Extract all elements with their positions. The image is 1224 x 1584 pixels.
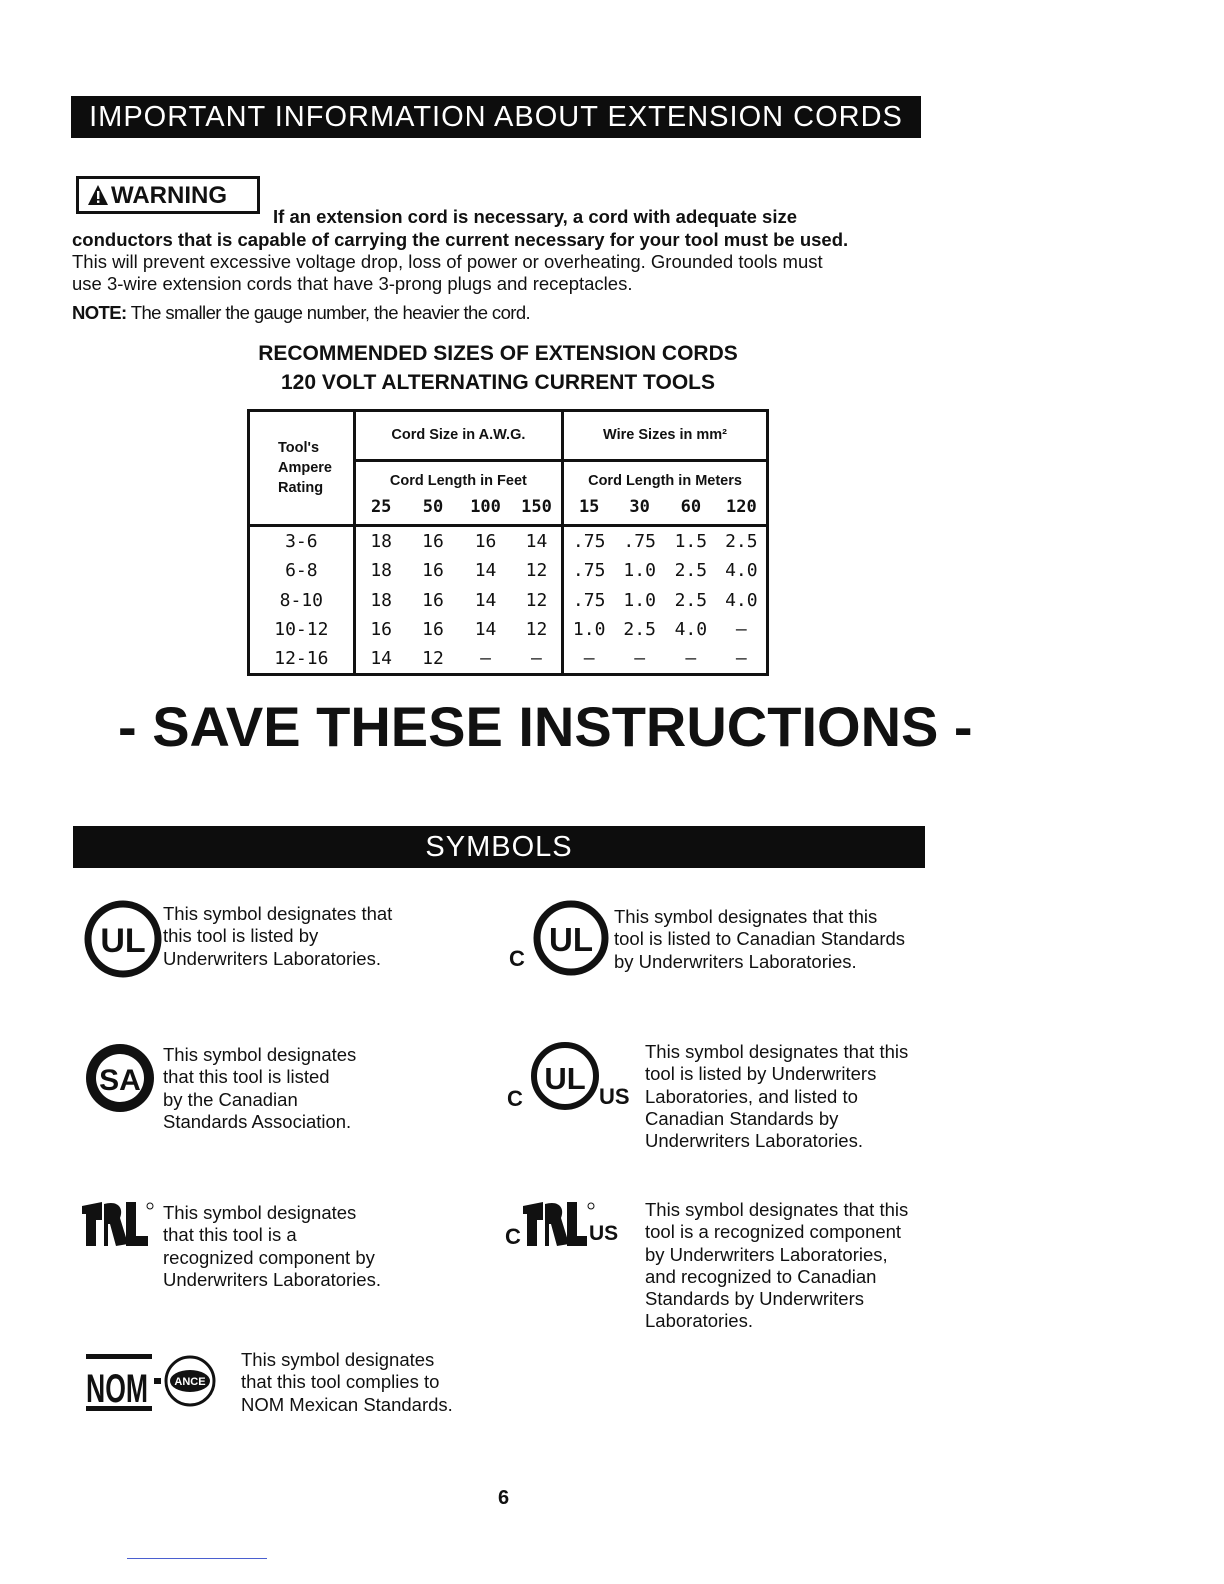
awg-cell: 12 (525, 619, 548, 641)
symbol-desc-line: This symbol designates that this (645, 1041, 909, 1062)
awg-cell: 14 (474, 589, 497, 611)
c-logo-text: C (509, 946, 525, 971)
symbol-desc-c-ul-us (645, 1041, 908, 1152)
symbol-desc-csa (163, 1044, 356, 1133)
c-ul-listed-icon (503, 898, 615, 980)
mm-cell: .75 (563, 585, 615, 615)
mm-cell: 4.0 (725, 589, 758, 611)
symbol-desc-line: by Underwriters Laboratories, (645, 1243, 888, 1265)
meters-120: 120 (725, 496, 757, 517)
note-text: The smaller the gauge number, the heavier the cord. (130, 302, 531, 323)
us-logo-text: US (589, 1222, 619, 1245)
symbol-desc-line: This symbol designates that (163, 903, 393, 924)
mm-cell: — (634, 648, 646, 670)
header-mm: Wire Sizes in mm² (563, 411, 768, 461)
warning-label-text: WARNING (111, 182, 227, 209)
symbol-desc-line: tool is listed by Underwriters (645, 1063, 877, 1085)
symbol-desc-line: Underwriters Laboratories. (645, 1130, 863, 1152)
symbol-desc-line: This symbol designates that this (614, 906, 878, 927)
symbol-desc-line: This symbol designates that this (645, 1199, 909, 1220)
sa-logo-text: SA (99, 1064, 141, 1097)
table-row (249, 556, 768, 586)
awg-cell: 14 (474, 560, 497, 582)
feet-150: 150 (521, 496, 552, 517)
warning-label (76, 176, 260, 214)
header-tool-line: Tool's (278, 440, 320, 457)
table-title-1: RECOMMENDED SIZES OF EXTENSION CORDS (258, 342, 738, 365)
symbol-desc-line: Laboratories, and listed to (645, 1085, 858, 1107)
symbol-desc-line: that this tool is a (163, 1224, 297, 1246)
symbol-desc-line: that this tool is listed (163, 1066, 330, 1088)
awg-cell: 16 (354, 615, 407, 645)
symbol-desc-c-ul-recognized-us (645, 1199, 908, 1333)
warning-triangle-icon (87, 184, 109, 206)
symbol-desc-line: This symbol designates (163, 1044, 357, 1065)
mm-cell: .75 (623, 531, 656, 553)
header-cord-meters: Cord Length in Meters (563, 460, 768, 489)
symbol-desc-c-ul (614, 906, 905, 973)
awg-cell: 12 (525, 589, 548, 611)
rating-cell: 10-12 (274, 619, 329, 641)
meters-15: 15 (563, 489, 615, 526)
symbol-desc-nom (241, 1349, 453, 1416)
meters-30: 30 (629, 496, 650, 517)
symbol-desc-ul (163, 903, 392, 970)
mm-cell: — (563, 645, 615, 675)
ul-logo-text: UL (544, 1061, 586, 1096)
header-tool-line: Ampere (278, 460, 332, 477)
symbol-desc-line: This symbol designates (163, 1202, 357, 1223)
awg-cell: 16 (422, 589, 444, 611)
awg-cell: 18 (354, 585, 407, 615)
mm-cell: 1.5 (674, 531, 708, 553)
symbol-desc-line: Canadian Standards by (645, 1107, 839, 1129)
symbol-desc-line: Underwriters Laboratories. (163, 947, 381, 969)
section-banner-extension-cords: IMPORTANT INFORMATION ABOUT EXTENSION CORDS (71, 96, 921, 138)
symbol-desc-line: this tool is listed by (163, 925, 319, 947)
extension-cord-table (247, 409, 769, 676)
warning-text-line1: If an extension cord is necessary, a cord with adequate size (273, 206, 798, 227)
ul-logo-text: UL (549, 921, 593, 958)
symbol-desc-line: NOM Mexican Standards. (241, 1393, 453, 1415)
symbol-desc-line: by the Canadian (163, 1088, 298, 1110)
mm-cell: 2.5 (623, 619, 656, 641)
mm-cell: 2.5 (674, 589, 708, 611)
ul-recognized-icon (80, 1200, 154, 1250)
c-logo-text: C (507, 1086, 523, 1111)
section-banner-symbols: SYMBOLS (73, 826, 925, 868)
ul-listed-icon (84, 900, 162, 978)
header-tool-rating (249, 411, 355, 526)
note-label: NOTE: (72, 302, 127, 323)
mm-cell: — (735, 648, 747, 670)
c-ul-recognized-us-icon (505, 1200, 625, 1250)
rating-cell: 12-16 (274, 648, 329, 670)
table-row (249, 585, 768, 615)
symbol-desc-line: Underwriters Laboratories. (163, 1268, 381, 1290)
table-row (249, 526, 768, 556)
symbol-desc-ul-recognized (163, 1202, 381, 1291)
rating-cell: 6-8 (285, 560, 318, 582)
nom-seal-text: ANCE (174, 1376, 206, 1388)
awg-cell: 12 (422, 648, 444, 670)
awg-cell: 14 (354, 645, 407, 675)
ul-logo-text: UL (100, 922, 146, 960)
mm-cell: .75 (563, 556, 615, 586)
symbol-desc-line: Laboratories. (645, 1310, 753, 1332)
symbol-desc-line: This symbol designates (241, 1349, 435, 1370)
awg-cell: 12 (525, 560, 548, 582)
rating-cell: 3-6 (285, 531, 318, 553)
awg-cell: — (531, 648, 542, 670)
mm-cell: 1.0 (563, 615, 615, 645)
mm-cell: 1.0 (623, 560, 656, 582)
note (72, 302, 530, 324)
awg-cell: 14 (474, 619, 497, 641)
symbol-desc-line: recognized component by (163, 1246, 375, 1268)
warning-text-line2: conductors that is capable of carrying the current necessary for your tool must be used. (72, 229, 849, 250)
page-number: 6 (498, 1487, 510, 1509)
symbol-desc-line: Standards Association. (163, 1110, 352, 1132)
symbol-desc-line: that this tool complies to (241, 1371, 440, 1393)
mm-cell: 1.0 (623, 589, 656, 611)
awg-cell: 18 (354, 526, 407, 556)
mm-cell: 2.5 (674, 560, 708, 582)
mm-cell: — (685, 648, 697, 670)
awg-cell: 16 (422, 531, 444, 553)
csa-icon (82, 1040, 158, 1116)
c-ul-us-icon (503, 1038, 638, 1118)
awg-cell: 14 (525, 531, 548, 553)
meters-60: 60 (680, 496, 702, 517)
mm-cell: — (735, 619, 747, 641)
body-line2: use 3-wire extension cords that have 3-prong plugs and receptacles. (72, 273, 633, 294)
us-logo-text: US (599, 1084, 630, 1109)
table-row (249, 615, 768, 645)
header-tool-line: Rating (278, 480, 324, 497)
symbol-desc-line: Standards by Underwriters (645, 1288, 865, 1310)
symbol-desc-line: tool is a recognized component (645, 1221, 902, 1243)
c-logo-text: C (505, 1224, 521, 1249)
body-line1: This will prevent excessive voltage drop, loss of power or overheating. Grounded tools must (72, 251, 823, 272)
rating-cell: 8-10 (279, 589, 324, 611)
feet-50: 50 (422, 496, 444, 517)
footer-rule (127, 1558, 267, 1559)
feet-100: 100 (470, 496, 501, 517)
mm-cell: .75 (563, 526, 615, 556)
awg-cell: 16 (422, 619, 444, 641)
header-cord-feet: Cord Length in Feet (354, 460, 562, 489)
table-title-2: 120 VOLT ALTERNATING CURRENT TOOLS (280, 371, 716, 394)
header-awg: Cord Size in A.W.G. (354, 411, 562, 461)
symbol-desc-line: and recognized to Canadian (645, 1265, 877, 1287)
table-row (249, 645, 768, 675)
awg-cell: — (480, 648, 491, 670)
symbol-desc-line: by Underwriters Laboratories. (614, 950, 857, 972)
symbol-desc-line: tool is listed to Canadian Standards (614, 928, 906, 950)
nom-logo-text: NOM (86, 1367, 148, 1411)
mm-cell: 4.0 (725, 560, 758, 582)
awg-cell: 16 (422, 560, 444, 582)
feet-25: 25 (354, 489, 407, 526)
nom-icon (86, 1352, 231, 1414)
mm-cell: 2.5 (725, 531, 758, 553)
awg-cell: 16 (474, 531, 497, 553)
save-instructions-heading: - SAVE THESE INSTRUCTIONS - (118, 695, 973, 758)
mm-cell: 4.0 (674, 619, 708, 641)
awg-cell: 18 (354, 556, 407, 586)
